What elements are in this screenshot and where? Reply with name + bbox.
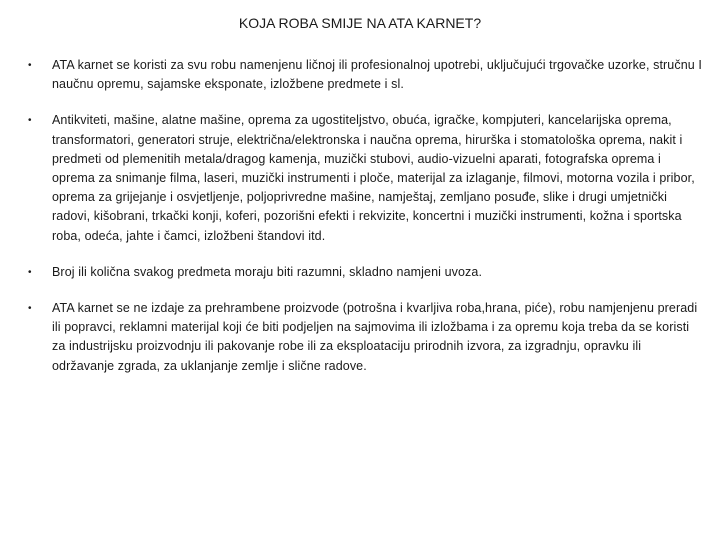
bullet-text: Broj ili količna svakog predmeta moraju biti razumni, skladno namjeni uvoza. bbox=[52, 264, 483, 279]
bullet-text: Antikviteti, mašine, alatne mašine, oprema za ugostiteljstvo, obuća, igračke, kompjuteri, kancelarijska oprema, transformatori, generatori struje, električna/elektronska i naučna oprema, hirurška i stomatološka oprema, nakit i predmeti od plemenitih metala/dragog kamenja, muzički stubovi, audio-vizuelni aparati, fotografska oprema i oprema za snimanje filma, laseri, muzički instrumenti i ploče, materijal za izlaganje, filmovi, motorna vozila i pribor, oprema za grijejanje i osvjetljenje, poljoprivredne mašine, namještaj, zemljano posuđe, slike i drugi umjetnički radovi, kišobrani, trkački konji, koferi, pozorišni efekti i rekvizite, koncertni i muzički instrumenti, kožna i sportska roba, odeća, jahte i čamci, izložbeni štandovi itd. bbox=[52, 113, 695, 243]
bullet-item bbox=[26, 263, 706, 282]
bullet-item bbox=[26, 111, 706, 245]
bullet-text: ATA karnet se ne izdaje za prehrambene proizvode (potrošna i kvarljiva roba,hrana, piće), robu namjenjenu preradi ili popravci, reklamni materijal koji će biti podjeljen na sajmovima ili izložbama i za opremu koja treba da se koristi za industrijsku proizvodnju ili pakovanje robe ili za eksploataciju prirodnih izvora, za izgradnju, opravku ili održavanje zgrada, za uklanjanje zemlje i slične radove. bbox=[52, 301, 698, 373]
bullet-icon: • bbox=[28, 60, 32, 71]
bullet-icon: • bbox=[28, 115, 32, 127]
bullet-icon: • bbox=[28, 303, 32, 315]
bullet-list bbox=[26, 56, 706, 376]
bullet-item bbox=[26, 299, 706, 376]
bullet-icon: • bbox=[28, 266, 32, 278]
bullet-item bbox=[26, 56, 706, 94]
bullet-text: ATA karnet se koristi za svu robu namenjenu ličnoj ili profesionalnoj upotrebi, uključujući trgovačke uzorke, stručnu I naučnu opremu, sajamske eksponate, izložbene predmete i sl. bbox=[52, 58, 702, 92]
page-title: KOJA ROBA SMIJE NA ATA KARNET? bbox=[238, 15, 482, 31]
